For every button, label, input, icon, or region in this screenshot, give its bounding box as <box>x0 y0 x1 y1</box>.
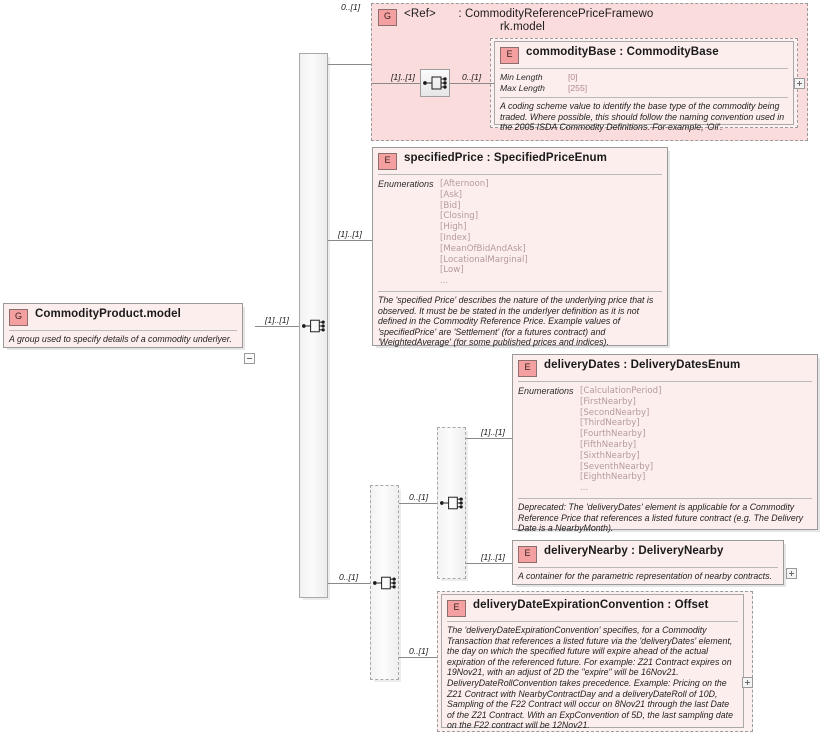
delivery-dates-description: Deprecated: The 'deliveryDates' element is applicable for a Commodity Reference Price that references a listed future contract (e.g. The Delivery Date is a NearbyMonth). <box>518 501 804 534</box>
root-group-description: A group used to specify details of a commodity underlyer. <box>9 334 232 344</box>
connector-line <box>450 83 494 84</box>
enum-item: [Index] <box>440 232 471 243</box>
enumerations-label: Enumerations <box>378 179 434 189</box>
connector-line <box>328 583 371 584</box>
delivery-dates-enumerations <box>513 382 817 496</box>
outer-sequence-icon[interactable] <box>371 570 398 596</box>
ref-group-name: <Ref> <box>404 8 436 20</box>
sequence-compositor-icon[interactable] <box>420 69 450 97</box>
enum-item: [SeventhNearby] <box>580 461 654 472</box>
enum-item: [Ask] <box>440 189 463 200</box>
specified-price-cardinality: [1]..[1] <box>338 229 362 239</box>
specified-price-description: The 'specified Price' describes the nature of the underlying price that is observed. It must be be stated in the underlyer definition as it is not defined in the Commodity Reference Price. Example values of 'specifiedPrice' are 'Settlement' (for a futures contract) and 'WeightedAverage' (for some published prices and indices). <box>378 294 654 348</box>
delivery-date-expiration-description: The 'deliveryDateExpirationConvention' specifies, for a Commodity Transaction that references a listed future via the 'deliveryDates' element, the day on which the specified future will expire ahead of the actual expiration of the referenced future. For example: Z21 Contract expires on 19Nov21, with an adjust of 2D the "expire" will be 16Nov21. DeliveryDateRollConvention takes precedence. Example: Pricing on the Z21 Contract with NearbyContractDay and a deliveryDateRoll of 10D, Sampling of the F22 Contract will occur on 8Nov21 through the last Date of the Z21 Contract. With an ExpConvention of 5D, the last sampling date on the F22 contract will be 12Nov21. <box>447 625 733 731</box>
delivery-dates-cardinality: [1]..[1] <box>481 427 505 437</box>
ref-group-type-line2: rk.model <box>500 21 545 33</box>
outer-sequence-cardinality: 0..[1] <box>339 572 359 582</box>
delivery-dates-title: deliveryDates : DeliveryDatesEnum <box>544 359 741 371</box>
connector-line <box>466 563 512 564</box>
enum-item: [ThirdNearby] <box>580 418 640 429</box>
inner-sequence-icon[interactable] <box>438 490 465 516</box>
connector-line <box>399 657 437 658</box>
sequence-icon-glyph <box>300 313 327 339</box>
element-badge-icon: E <box>518 360 537 377</box>
ref-group-cardinality: 0..[1] <box>341 2 361 12</box>
facet-name-max-length: Max Length <box>500 83 545 93</box>
connector-line <box>399 503 437 504</box>
enum-item: [SixthNearby] <box>580 450 640 461</box>
enum-item: [MeanOfBidAndAsk] <box>440 243 526 254</box>
connector-line <box>328 64 371 65</box>
root-group-node <box>3 303 243 348</box>
enum-item: [EighthNearby] <box>580 472 646 483</box>
enum-item: [Low] <box>440 265 464 276</box>
enum-item: [Closing] <box>440 211 479 222</box>
group-badge-icon: G <box>378 9 397 26</box>
enum-item: [FirstNearby] <box>580 396 636 407</box>
specified-price-enumerations <box>373 175 667 289</box>
specified-price-title: specifiedPrice : SpecifiedPriceEnum <box>404 152 607 164</box>
commodity-base-facets <box>495 69 793 97</box>
element-badge-icon: E <box>447 600 466 617</box>
delivery-nearby-node <box>512 540 784 585</box>
commodity-base-cardinality: 0..[1] <box>462 72 482 82</box>
enum-item: [Bid] <box>440 200 461 211</box>
enum-item: [FourthNearby] <box>580 429 646 440</box>
enumerations-label: Enumerations <box>518 386 574 396</box>
delivery-nearby-description: A container for the parametric representation of nearby contracts. <box>518 571 772 581</box>
delivery-date-expiration-node <box>441 594 744 731</box>
main-sequence-icon[interactable] <box>300 313 327 339</box>
ref-group-inner-cardinality: [1]..[1] <box>391 72 415 82</box>
specified-price-node <box>372 147 668 346</box>
ref-group-header <box>376 6 676 40</box>
commodity-base-description: A coding scheme value to identify the base type of the commodity being traded. Where possible, this should follow the naming convention used in the 2005 ISDA Commodity Definitions. For example, 'Oil'. <box>500 101 785 133</box>
enum-item-ellipsis: ... <box>440 276 449 287</box>
connector-line <box>466 438 512 439</box>
enum-item: [CalculationPeriod] <box>580 386 662 396</box>
inner-sequence-cardinality: 0..[1] <box>409 492 429 502</box>
sequence-icon-glyph <box>371 570 398 596</box>
enum-item: [LocationalMarginal] <box>440 254 528 265</box>
connector-line <box>255 326 299 327</box>
enum-item: [High] <box>440 222 467 233</box>
element-badge-icon: E <box>500 47 519 64</box>
delivery-nearby-cardinality: [1]..[1] <box>481 552 505 562</box>
group-badge-icon: G <box>9 309 28 326</box>
sequence-icon-glyph <box>438 490 465 516</box>
enum-item: [SecondNearby] <box>580 407 650 418</box>
ref-group-type-line1: : CommodityReferencePriceFramewo <box>458 8 654 20</box>
element-badge-icon: E <box>518 546 537 563</box>
root-group-title: CommodityProduct.model <box>35 308 181 320</box>
element-badge-icon: E <box>378 153 397 170</box>
enum-item-ellipsis: ... <box>580 483 589 494</box>
root-outgoing-cardinality: [1]..[1] <box>265 315 289 325</box>
commodity-base-title: commodityBase : CommodityBase <box>526 46 719 58</box>
facet-value-min-length: [0] <box>568 72 578 82</box>
enumeration-values <box>580 386 661 494</box>
enum-item: [FifthNearby] <box>580 439 637 450</box>
commodity-base-expand-toggle[interactable] <box>794 78 805 89</box>
delivery-nearby-title: deliveryNearby : DeliveryNearby <box>544 545 724 557</box>
connector-line <box>328 240 372 241</box>
delivery-nearby-expand-toggle[interactable] <box>786 568 797 579</box>
connector-line <box>371 83 420 84</box>
commodity-base-node <box>494 41 794 133</box>
delivery-dates-node <box>512 354 818 534</box>
facet-value-max-length: [255] <box>568 83 588 93</box>
enumeration-values <box>440 179 528 287</box>
sequence-icon-glyph <box>421 70 449 96</box>
delivery-date-expiration-expand-toggle[interactable] <box>742 677 753 688</box>
delivery-date-expiration-title: deliveryDateExpirationConvention : Offset <box>473 599 709 611</box>
enum-item: [Afternoon] <box>440 179 489 189</box>
root-collapse-toggle[interactable] <box>244 353 255 364</box>
facet-name-min-length: Min Length <box>500 72 543 82</box>
delivery-date-expiration-cardinality: 0..[1] <box>409 646 429 656</box>
